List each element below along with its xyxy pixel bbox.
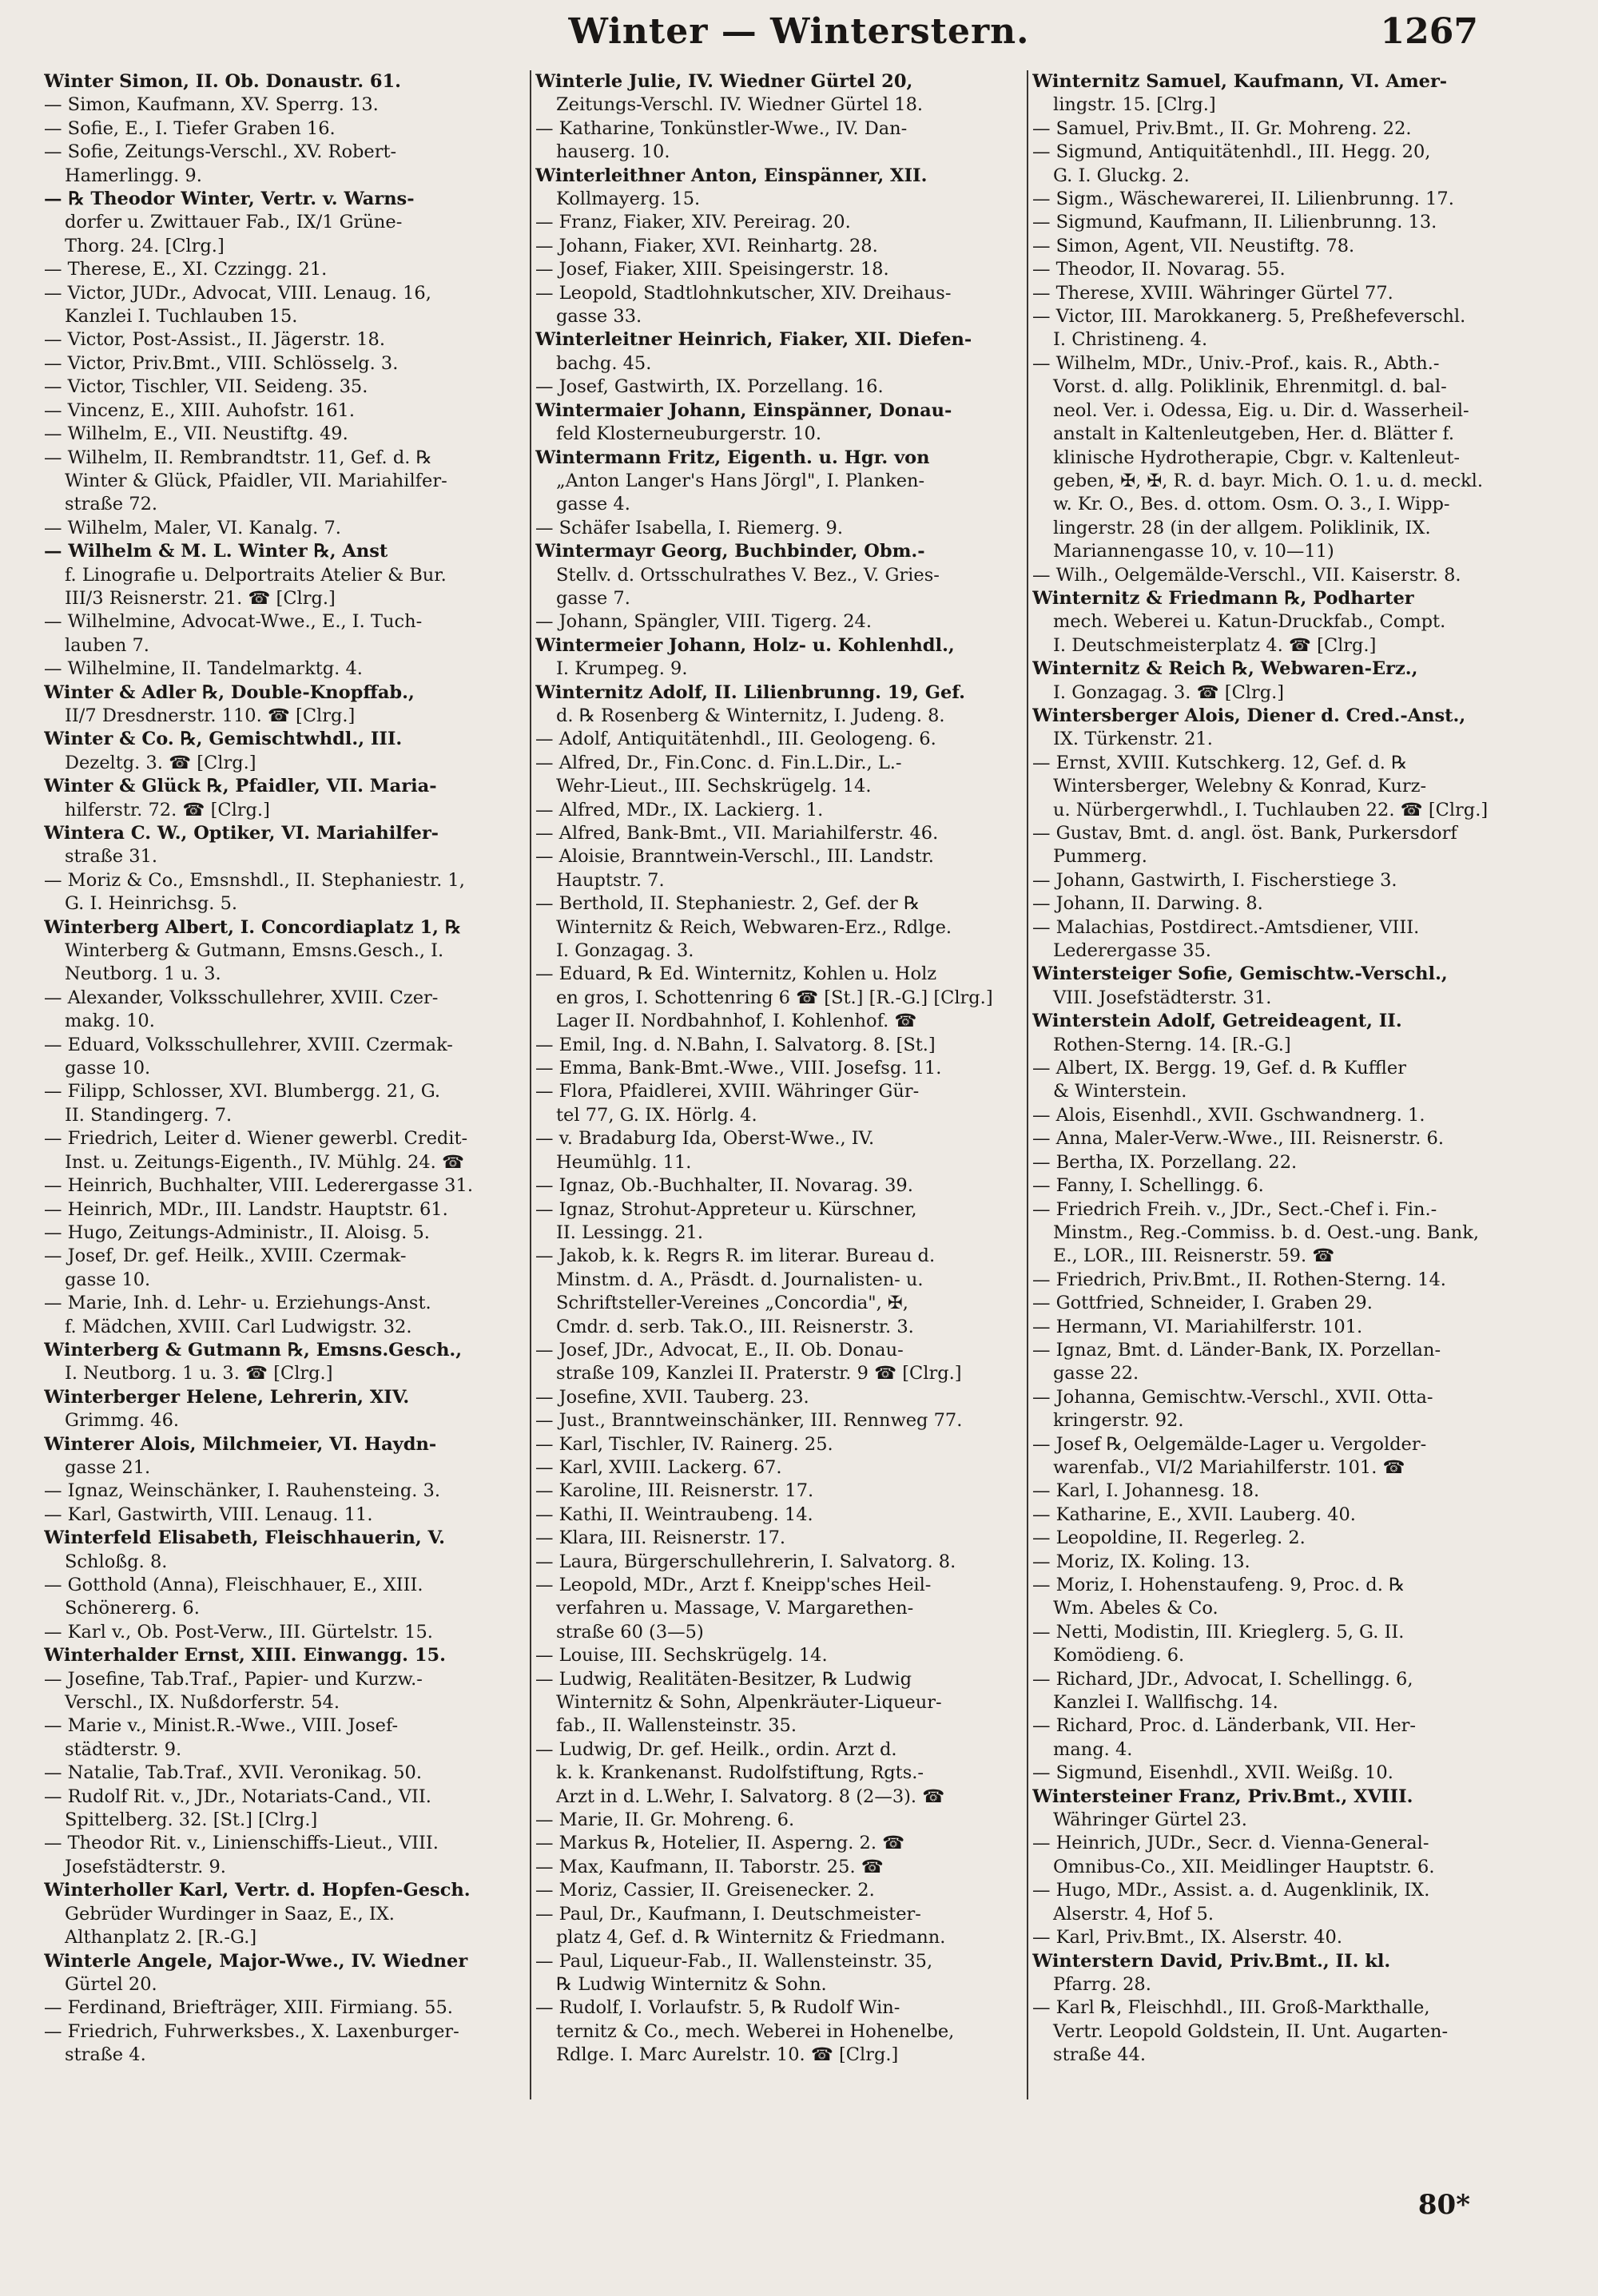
entry-line: lingerstr. 28 (in der allgem. Poliklinik, IX. [1053, 517, 1431, 538]
entry-line: — Victor, III. Marokkanerg. 5, Preßhefeverschl. [1032, 306, 1466, 328]
entry-line: — Josef, Fiaker, XIII. Speisingerstr. 18. [535, 259, 889, 280]
entry-line: — Moriz, IX. Koling. 13. [1032, 1551, 1250, 1572]
entry-line: — Wilhelm, E., VII. Neustiftg. 49. [44, 423, 348, 445]
entry-line: gasse 10. [65, 1269, 151, 1290]
entry-line: Lager II. Nordbahnhof, I. Kohlenhof. ☎ [556, 1011, 917, 1032]
entry-line: — Samuel, Priv.Bmt., II. Gr. Mohreng. 22. [1032, 117, 1412, 139]
entry-line: — Theodor, II. Novarag. 55. [1032, 259, 1286, 280]
entry-line: — Max, Kaufmann, II. Taborstr. 25. ☎ [535, 1856, 884, 1877]
entry-line: E., LOR., III. Reisnerstr. 59. ☎ [1053, 1245, 1335, 1267]
entry-line: klinische Hydrotherapie, Cbgr. v. Kaltenleut- [1053, 447, 1460, 468]
entry-line: Cmdr. d. serb. Tak.O., III. Reisnerstr. 3. [556, 1316, 914, 1337]
entry-heading: Winternitz & Reich ℞, Webwaren-Erz., [1032, 658, 1418, 680]
entry-line: II. Standingerg. 7. [65, 1104, 233, 1126]
entry-line: — Filipp, Schlosser, XVI. Blumbergg. 21, G. [44, 1081, 441, 1102]
entry-line: — v. Bradaburg Ida, Oberst-Wwe., IV. [535, 1128, 875, 1150]
entry-line: Winter & Glück, Pfaidler, VII. Mariahilfer- [65, 470, 447, 491]
entry-line: straße 31. [65, 846, 158, 868]
entry-heading: Wintermaier Johann, Einspänner, Donau- [535, 399, 952, 421]
entry-line: dorfer u. Zwittauer Fab., IX/1 Grüne- [65, 212, 403, 233]
page-number: 1267 [1380, 11, 1478, 52]
entry-line: — Ernst, XVIII. Kutschkerg. 12, Gef. d. ℞ [1032, 752, 1408, 773]
entry-line: — Friedrich, Fuhrwerksbes., X. Laxenburger- [44, 2020, 459, 2042]
entry-line: — Markus ℞, Hotelier, II. Asperng. 2. ☎ [535, 1833, 905, 1854]
entry-line: — Leopold, Stadtlohnkutscher, XIV. Dreihaus- [535, 282, 952, 304]
entry-heading: Winterholler Karl, Vertr. d. Hopfen-Gesch. [44, 1880, 471, 1901]
entry-line: Rothen-Sterng. 14. [R.-G.] [1053, 1034, 1291, 1055]
entry-line: — Katharine, Tonkünstler-Wwe., IV. Dan- [535, 117, 908, 139]
entry-heading: Winterle Angele, Major-Wwe., IV. Wiedner [44, 1950, 468, 1972]
entry-heading: Winterfeld Elisabeth, Fleischhauerin, V. [44, 1527, 445, 1549]
entry-line: — Marie v., Minist.R.-Wwe., VIII. Josef- [44, 1715, 399, 1737]
entry-line: — Kathi, II. Weintraubeng. 14. [535, 1504, 813, 1525]
entry-line: G. I. Gluckg. 2. [1053, 165, 1190, 186]
entry-line: — Vincenz, E., XIII. Auhofstr. 161. [44, 399, 356, 421]
entry-line: — Klara, III. Reisnerstr. 17. [535, 1527, 786, 1549]
entry-line: — Paul, Dr., Kaufmann, I. Deutschmeister- [535, 1903, 921, 1925]
entry-line: Kollmayerg. 15. [556, 189, 701, 210]
page-header [0, 0, 1598, 72]
entry-line: — Hugo, Zeitungs-Administr., II. Aloisg. 5. [44, 1221, 430, 1243]
entry-line: — Eduard, Volksschullehrer, XVIII. Czermak- [44, 1034, 453, 1055]
entry-line: straße 4. [65, 2044, 146, 2066]
entry-heading: Wintersteiner Franz, Priv.Bmt., XVIII. [1032, 1786, 1413, 1807]
entry-heading: Winterberger Helene, Lehrerin, XIV. [44, 1386, 410, 1408]
entry-line: — Malachias, Postdirect.-Amtsdiener, VIII. [1032, 916, 1420, 938]
entry-line: — Leopold, MDr., Arzt f. Kneipp'sches Heil- [535, 1575, 932, 1595]
entry-line: — Aloisie, Branntwein-Verschl., III. Landstr. [535, 846, 934, 868]
entry-heading: Winterberg Albert, I. Concordiaplatz 1, ℞ [44, 916, 462, 938]
entry-line: I. Krumpeg. 9. [556, 658, 688, 680]
entry-line: — Adolf, Antiquitätenhdl., III. Geologeng. 6. [535, 729, 936, 750]
entry-line: II. Lessingg. 21. [556, 1221, 704, 1243]
entry-line: — Karl ℞, Fleischhdl., III. Groß-Markthalle, [1032, 1997, 1430, 2019]
entry-line: Währinger Gürtel 23. [1053, 1809, 1247, 1831]
entry-line: — Flora, Pfaidlerei, XVIII. Währinger Gür- [535, 1081, 920, 1102]
entry-line: Wehr-Lieut., III. Sechskrügelg. 14. [556, 776, 872, 797]
entry-heading: Winternitz Samuel, Kaufmann, VI. Amer- [1032, 71, 1448, 92]
entry-heading: Winterberg & Gutmann ℞, Emsns.Gesch., [44, 1339, 463, 1361]
entry-line: gasse 4. [556, 494, 630, 515]
entry-line: bachg. 45. [556, 352, 652, 374]
entry-line: — Karl, Tischler, IV. Rainerg. 25. [535, 1433, 833, 1455]
entry-line: I. Neutborg. 1 u. 3. ☎ [Clrg.] [65, 1363, 333, 1384]
entry-line: Schloßg. 8. [65, 1551, 168, 1572]
entry-line: — Wilhelm, MDr., Univ.-Prof., kais. R., Abth.- [1032, 352, 1440, 374]
entry-heading: — Wilhelm & M. L. Winter ℞, Anst [44, 541, 388, 562]
entry-line: Rdlge. I. Marc Aurelstr. 10. ☎ [Clrg.] [556, 2044, 899, 2066]
entry-line: Minstm., Reg.-Commiss. b. d. Oest.-ung. Bank, [1053, 1221, 1479, 1243]
entry-line: — Alfred, Bank-Bmt., VII. Mariahilferstr. 46. [535, 823, 939, 844]
entry-heading: Wintermeier Johann, Holz- u. Kohlenhdl., [535, 634, 955, 656]
entry-line: — Ludwig, Realitäten-Besitzer, ℞ Ludwig [535, 1668, 912, 1690]
entry-line: — Friedrich, Priv.Bmt., II. Rothen-Sterng. 14. [1032, 1269, 1446, 1290]
entry-heading: Winterstein Adolf, Getreideagent, II. [1032, 1011, 1402, 1032]
signature-mark: 80* [1417, 2189, 1470, 2221]
entry-heading: Winternitz & Friedmann ℞, Podharter [1032, 587, 1414, 609]
entry-heading: — ℞ Theodor Winter, Vertr. v. Warns- [44, 189, 415, 210]
entry-line: — Bertha, IX. Porzellang. 22. [1032, 1151, 1298, 1173]
entry-line: gasse 10. [65, 1058, 151, 1079]
entry-line: — Wilhelm, II. Rembrandtstr. 11, Gef. d. ℞ [44, 447, 432, 468]
entry-line: Verschl., IX. Nußdorferstr. 54. [65, 1692, 340, 1714]
entry-heading: Winter & Co. ℞, Gemischtwhdl., III. [44, 729, 403, 750]
entry-line: I. Gonzagag. 3. [556, 940, 694, 962]
entry-line: hilferstr. 72. ☎ [Clrg.] [65, 799, 270, 820]
entry-line: — Heinrich, MDr., III. Landstr. Hauptstr. 61. [44, 1198, 448, 1220]
entry-heading: Wintermayr Georg, Buchbinder, Obm.- [535, 541, 925, 562]
entry-line: straße 44. [1053, 2044, 1147, 2066]
entry-line: I. Deutschmeisterplatz 4. ☎ [Clrg.] [1053, 634, 1377, 656]
entry-line: — Karoline, III. Reisnerstr. 17. [535, 1480, 814, 1502]
entry-line: — Johann, Gastwirth, I. Fischerstiege 3. [1032, 869, 1397, 891]
entry-line: Inst. u. Zeitungs-Eigenth., IV. Mühlg. 24. ☎ [65, 1151, 464, 1173]
entry-line: — Sigm., Wäschewarerei, II. Lilienbrunng. 17. [1032, 189, 1454, 210]
entry-line: Pfarrg. 28. [1053, 1973, 1151, 1995]
entry-line: — Victor, Post-Assist., II. Jägerstr. 18. [44, 329, 385, 351]
entry-line: — Fanny, I. Schellingg. 6. [1032, 1175, 1264, 1197]
entry-heading: Winternitz Adolf, II. Lilienbrunng. 19, Gef. [535, 681, 965, 703]
entry-line: & Winterstein. [1053, 1081, 1187, 1102]
entry-line: — Louise, III. Sechskrügelg. 14. [535, 1645, 828, 1666]
entry-line: VIII. Josefstädterstr. 31. [1053, 987, 1272, 1008]
entry-line: — Karl, Gastwirth, VIII. Lenaug. 11. [44, 1504, 373, 1525]
entry-line: en gros, I. Schottenring 6 ☎ [St.] [R.-G.] [Clrg.] [556, 987, 993, 1008]
entry-line: Vorst. d. allg. Poliklinik, Ehrenmitgl. d. bal- [1053, 376, 1447, 398]
entry-line: „Anton Langer's Hans Jörgl", I. Planken- [556, 470, 925, 491]
entry-line: gasse 21. [65, 1456, 151, 1478]
entry-line: — Johann, Fiaker, XVI. Reinhartg. 28. [535, 235, 878, 256]
entry-line: — Hermann, VI. Mariahilferstr. 101. [1032, 1316, 1363, 1337]
entry-line: — Karl, Priv.Bmt., IX. Alserstr. 40. [1032, 1927, 1343, 1948]
entry-line: Grimmg. 46. [65, 1410, 180, 1432]
entry-line: ternitz & Co., mech. Weberei in Hohenelbe, [556, 2020, 955, 2042]
entry-line: — Eduard, ℞ Ed. Winternitz, Kohlen u. Holz [535, 963, 937, 985]
entry-line: Gürtel 20. [65, 1973, 157, 1995]
entry-line: — Natalie, Tab.Traf., XVII. Veronikag. 50. [44, 1762, 422, 1784]
entry-heading: Winterstern David, Priv.Bmt., II. kl. [1032, 1950, 1391, 1972]
entry-line: — Josef ℞, Oelgemälde-Lager u. Vergolder- [1032, 1433, 1427, 1455]
entry-line: Winterberg & Gutmann, Emsns.Gesch., I. [65, 940, 444, 962]
entry-line: Wm. Abeles & Co. [1053, 1598, 1218, 1619]
entry-line: gasse 22. [1053, 1363, 1139, 1384]
entry-line: städterstr. 9. [65, 1738, 182, 1760]
entry-line: — Just., Branntweinschänker, III. Rennweg 77. [535, 1410, 963, 1432]
entry-line: — Richard, JDr., Advocat, I. Schellingg. 6, [1032, 1668, 1413, 1690]
entry-line: Winternitz & Reich, Webwaren-Erz., Rdlge. [556, 916, 952, 938]
entry-line: — Anna, Maler-Verw.-Wwe., III. Reisnerstr. 6. [1032, 1128, 1444, 1150]
entry-line: u. Nürbergerwhdl., I. Tuchlauben 22. ☎ [Clrg.] [1053, 799, 1489, 820]
entry-heading: Wintersteiger Sofie, Gemischtw.-Verschl., [1032, 963, 1448, 985]
entry-line: Althanplatz 2. [R.-G.] [65, 1927, 257, 1948]
entry-line: — Therese, E., XI. Czzingg. 21. [44, 259, 328, 280]
entry-line: — Hugo, MDr., Assist. a. d. Augenklinik, IX. [1032, 1880, 1430, 1901]
entry-line: — Johann, II. Darwing. 8. [1032, 893, 1263, 915]
entry-heading: Winter & Glück ℞, Pfaidler, VII. Maria- [44, 776, 437, 797]
entry-line: G. I. Heinrichsg. 5. [65, 893, 238, 915]
entry-line: — Jakob, k. k. Regrs R. im literar. Bureau d. [535, 1245, 936, 1267]
entry-line: — Gotthold (Anna), Fleischhauer, E., XIII. [44, 1575, 423, 1595]
entry-heading: Winterer Alois, Milchmeier, VI. Haydn- [44, 1433, 437, 1455]
entry-line: gasse 33. [556, 306, 642, 328]
entry-line: Neutborg. 1 u. 3. [65, 963, 221, 985]
entry-line: — Sigmund, Kaufmann, II. Lilienbrunng. 13. [1032, 212, 1437, 233]
entry-heading: Winterle Julie, IV. Wiedner Gürtel 20, [535, 71, 913, 92]
column-divider [1027, 70, 1028, 2099]
entry-line: Omnibus-Co., XII. Meidlinger Hauptstr. 6. [1053, 1856, 1435, 1877]
column-3 [1032, 70, 1520, 2115]
entry-line: — Simon, Agent, VII. Neustiftg. 78. [1032, 235, 1355, 256]
entry-line: neol. Ver. i. Odessa, Eig. u. Dir. d. Wasserheil- [1053, 399, 1469, 421]
entry-line: Kanzlei I. Wallfischg. 14. [1053, 1692, 1278, 1714]
entry-line: lingstr. 15. [Clrg.] [1053, 94, 1216, 116]
entry-line: — Ludwig, Dr. gef. Heilk., ordin. Arzt d. [535, 1738, 897, 1760]
entry-heading: Winterleithner Anton, Einspänner, XII. [535, 165, 928, 186]
entry-heading: Winter Simon, II. Ob. Donaustr. 61. [44, 71, 402, 92]
entry-line: — Richard, Proc. d. Länderbank, VII. Her- [1032, 1715, 1417, 1737]
entry-line: — Gustav, Bmt. d. angl. öst. Bank, Purkersdorf [1032, 823, 1457, 844]
entry-line: — Rudolf, I. Vorlaufstr. 5, ℞ Rudolf Win- [535, 1997, 900, 2019]
entry-line: — Sigmund, Eisenhdl., XVII. Weißg. 10. [1032, 1762, 1393, 1784]
entry-line: tel 77, G. IX. Hörlg. 4. [556, 1104, 757, 1126]
entry-line: — Josef, Dr. gef. Heilk., XVIII. Czermak- [44, 1245, 407, 1267]
entry-line: — Rudolf Rit. v., JDr., Notariats-Cand., VII. [44, 1786, 431, 1807]
entry-line: Lederergasse 35. [1053, 940, 1211, 962]
entry-line: III/3 Reisnerstr. 21. ☎ [Clrg.] [65, 587, 336, 609]
running-title: Winter — Winterstern. [568, 11, 1030, 52]
entry-line: Josefstädterstr. 9. [65, 1856, 226, 1877]
entry-line: — Therese, XVIII. Währinger Gürtel 77. [1032, 282, 1393, 304]
entry-line: — Wilh., Oelgemälde-Verschl., VII. Kaiserstr. 8. [1032, 564, 1461, 586]
entry-line: straße 109, Kanzlei II. Praterstr. 9 ☎ [Clrg.] [556, 1363, 962, 1384]
entry-line: — Alois, Eisenhdl., XVII. Gschwandnerg. 1. [1032, 1104, 1425, 1126]
entry-line: — Josefine, Tab.Traf., Papier- und Kurzw.- [44, 1668, 423, 1690]
entry-line: hauserg. 10. [556, 141, 670, 163]
entry-heading: Wintersberger Alois, Diener d. Cred.-Anst., [1032, 705, 1466, 726]
entry-line: Vertr. Leopold Goldstein, II. Unt. Augarten- [1053, 2020, 1449, 2042]
entry-line: warenfab., VI/2 Mariahilferstr. 101. ☎ [1053, 1456, 1405, 1478]
entry-line: Minstm. d. A., Präsdt. d. Journalisten- u. [556, 1269, 924, 1290]
entry-line: — Ferdinand, Briefträger, XIII. Firmiang. 55. [44, 1997, 453, 2019]
entry-line: Gebrüder Wurdinger in Saaz, E., IX. [65, 1903, 395, 1925]
entry-line: — Alfred, Dr., Fin.Conc. d. Fin.L.Dir., L.- [535, 752, 902, 773]
entry-line: — Wilhelmine, II. Tandelmarktg. 4. [44, 658, 363, 680]
entry-line: — Josef, JDr., Advocat, E., II. Ob. Donau- [535, 1339, 904, 1361]
entry-line: feld Klosterneuburgerstr. 10. [556, 423, 821, 445]
entry-line: d. ℞ Rosenberg & Winternitz, I. Judeng. 8. [556, 705, 945, 726]
entry-line: — Netti, Modistin, III. Krieglerg. 5, G. II. [1032, 1621, 1405, 1643]
entry-line: makg. 10. [65, 1011, 155, 1032]
entry-heading: Wintermann Fritz, Eigenth. u. Hgr. von [535, 447, 930, 468]
entry-line: — Leopoldine, II. Regerleg. 2. [1032, 1527, 1306, 1549]
entry-line: geben, ✠, ✠, R. d. bayr. Mich. O. 1. u. d. meckl. [1053, 470, 1484, 491]
entry-line: — Sofie, E., I. Tiefer Graben 16. [44, 117, 336, 139]
entry-line: — Ignaz, Ob.-Buchhalter, II. Novarag. 39. [535, 1175, 913, 1197]
entry-line: f. Linografie u. Delportraits Atelier & Bur. [65, 564, 447, 586]
entry-line: IX. Türkenstr. 21. [1053, 729, 1213, 750]
entry-line: Wintersberger, Welebny & Konrad, Kurz- [1053, 776, 1427, 797]
entry-line: I. Christineng. 4. [1053, 329, 1208, 351]
entry-line: — Simon, Kaufmann, XV. Sperrg. 13. [44, 94, 379, 116]
entry-line: — Heinrich, JUDr., Secr. d. Vienna-General- [1032, 1833, 1429, 1854]
entry-line: — Karl, XVIII. Lackerg. 67. [535, 1456, 782, 1478]
entry-line: — Josefine, XVII. Tauberg. 23. [535, 1386, 809, 1408]
entry-line: — Sofie, Zeitungs-Verschl., XV. Robert- [44, 141, 397, 163]
entry-line: — Laura, Bürgerschullehrerin, I. Salvatorg. 8. [535, 1551, 956, 1572]
entry-line: — Josef, Gastwirth, IX. Porzellang. 16. [535, 376, 884, 398]
entry-line: lauben 7. [65, 634, 149, 656]
entry-line: — Franz, Fiaker, XIV. Pereirag. 20. [535, 212, 851, 233]
entry-line: — Victor, Tischler, VII. Seideng. 35. [44, 376, 368, 398]
entry-line: Winternitz & Sohn, Alpenkräuter-Liqueur- [556, 1692, 942, 1714]
entry-line: Alserstr. 4, Hof 5. [1053, 1903, 1214, 1925]
column-divider [530, 70, 531, 2099]
entry-line: Mariannengasse 10, v. 10—11) [1053, 541, 1334, 562]
entry-line: Dezeltg. 3. ☎ [Clrg.] [65, 752, 256, 773]
entry-line: — Paul, Liqueur-Fab., II. Wallensteinstr. 35, [535, 1950, 933, 1972]
entry-line: — Marie, Inh. d. Lehr- u. Erziehungs-Anst. [44, 1293, 431, 1314]
entry-line: — Friedrich, Leiter d. Wiener gewerbl. Credit- [44, 1128, 468, 1150]
entry-line: — Johanna, Gemischtw.-Verschl., XVII. Otta- [1032, 1386, 1433, 1408]
entry-line: straße 72. [65, 494, 158, 515]
entry-heading: Winter & Adler ℞, Double-Knopffab., [44, 681, 415, 703]
entry-line: Heumühlg. 11. [556, 1151, 692, 1173]
entry-line: — Emil, Ing. d. N.Bahn, I. Salvatorg. 8. [St.] [535, 1034, 936, 1055]
entry-line: f. Mädchen, XVIII. Carl Ludwigstr. 32. [65, 1316, 412, 1337]
entry-line: — Emma, Bank-Bmt.-Wwe., VIII. Josefsg. 11. [535, 1058, 942, 1079]
entry-line: — Victor, Priv.Bmt., VIII. Schlösselg. 3. [44, 352, 399, 374]
entry-line: straße 60 (3—5) [556, 1621, 704, 1643]
entry-line: — Karl v., Ob. Post-Verw., III. Gürtelstr. 15. [44, 1621, 433, 1643]
entry-line: — Gottfried, Schneider, I. Graben 29. [1032, 1293, 1373, 1314]
entry-line: — Marie, II. Gr. Mohreng. 6. [535, 1809, 795, 1831]
column-2 [535, 70, 1023, 2115]
entry-line: — Theodor Rit. v., Linienschiffs-Lieut., VIII. [44, 1833, 439, 1854]
entry-line: — Moriz, I. Hohenstaufeng. 9, Proc. d. ℞ [1032, 1575, 1405, 1595]
entry-line: kringerstr. 92. [1053, 1410, 1184, 1432]
entry-line: fab., II. Wallensteinstr. 35. [556, 1715, 797, 1737]
entry-line: Hamerlingg. 9. [65, 165, 202, 186]
entry-line: w. Kr. O., Bes. d. ottom. Osm. O. 3., I. Wipp- [1053, 494, 1450, 515]
entry-line: II/7 Dresdnerstr. 110. ☎ [Clrg.] [65, 705, 356, 726]
directory-columns [44, 70, 1562, 2115]
entry-line: — Johann, Spängler, VIII. Tigerg. 24. [535, 611, 873, 633]
entry-line: — Sigmund, Antiquitätenhdl., III. Hegg. 20, [1032, 141, 1431, 163]
entry-line: — Ignaz, Bmt. d. Länder-Bank, IX. Porzellan- [1032, 1339, 1441, 1361]
entry-line: — Ignaz, Weinschänker, I. Rauhensteing. 3. [44, 1480, 440, 1502]
entry-line: — Friedrich Freih. v., JDr., Sect.-Chef i. Fin.- [1032, 1198, 1437, 1220]
entry-line: — Moriz & Co., Emsnshdl., II. Stephaniestr. 1, [44, 869, 465, 891]
entry-line: Pummerg. [1053, 846, 1147, 868]
entry-line: — Heinrich, Buchhalter, VIII. Lederergasse 31. [44, 1175, 473, 1197]
entry-line: mech. Weberei u. Katun-Druckfab., Compt. [1053, 611, 1446, 633]
entry-line: Stellv. d. Ortsschulrathes V. Bez., V. Gries- [556, 564, 940, 586]
entry-line: — Berthold, II. Stephaniestr. 2, Gef. der ℞ [535, 893, 920, 915]
entry-line: platz 4, Gef. d. ℞ Winternitz & Friedmann. [556, 1927, 946, 1948]
column-1 [44, 70, 531, 2115]
entry-line: — Ignaz, Strohut-Appreteur u. Kürschner, [535, 1198, 917, 1220]
entry-heading: Wintera C. W., Optiker, VI. Mariahilfer- [44, 823, 439, 844]
entry-line: — Karl, I. Johannesg. 18. [1032, 1480, 1260, 1502]
entry-line: — Alexander, Volksschullehrer, XVIII. Czer- [44, 987, 439, 1008]
entry-line: — Wilhelmine, Advocat-Wwe., E., I. Tuch- [44, 611, 423, 633]
entry-line: mang. 4. [1053, 1738, 1133, 1760]
entry-line: Kanzlei I. Tuchlauben 15. [65, 306, 298, 328]
entry-heading: Winterleitner Heinrich, Fiaker, XII. Diefen- [535, 329, 972, 351]
entry-line: — Albert, IX. Bergg. 19, Gef. d. ℞ Kuffler [1032, 1058, 1406, 1079]
entry-line: — Schäfer Isabella, I. Riemerg. 9. [535, 517, 844, 538]
entry-line: Arzt in d. L.Wehr, I. Salvatorg. 8 (2—3). ☎ [556, 1786, 945, 1807]
entry-line: — Wilhelm, Maler, VI. Kanalg. 7. [44, 517, 341, 538]
entry-line: verfahren u. Massage, V. Margarethen- [556, 1598, 914, 1619]
entry-line: — Katharine, E., XVII. Lauberg. 40. [1032, 1504, 1356, 1525]
entry-line: k. k. Krankenanst. Rudolfstiftung, Rgts.- [556, 1762, 924, 1784]
entry-line: ℞ Ludwig Winternitz & Sohn. [556, 1973, 827, 1995]
entry-line: I. Gonzagag. 3. ☎ [Clrg.] [1053, 681, 1285, 703]
entry-line: — Moriz, Cassier, II. Greisenecker. 2. [535, 1880, 875, 1901]
entry-line: Schönererg. 6. [65, 1598, 200, 1619]
entry-line: anstalt in Kaltenleutgeben, Her. d. Blätter f. [1053, 423, 1455, 445]
entry-heading: Winterhalder Ernst, XIII. Einwangg. 15. [44, 1645, 446, 1666]
entry-line: — Victor, JUDr., Advocat, VIII. Lenaug. 16, [44, 282, 431, 304]
entry-line: Zeitungs-Verschl. IV. Wiedner Gürtel 18. [556, 94, 924, 116]
entry-line: Schriftsteller-Vereines „Concordia", ✠, [556, 1293, 908, 1314]
entry-line: Spittelberg. 32. [St.] [Clrg.] [65, 1809, 318, 1831]
entry-line: Thorg. 24. [Clrg.] [65, 235, 225, 256]
entry-line: Komödieng. 6. [1053, 1645, 1185, 1666]
entry-line: gasse 7. [556, 587, 630, 609]
entry-line: — Alfred, MDr., IX. Lackierg. 1. [535, 799, 824, 820]
entry-line: Hauptstr. 7. [556, 869, 665, 891]
